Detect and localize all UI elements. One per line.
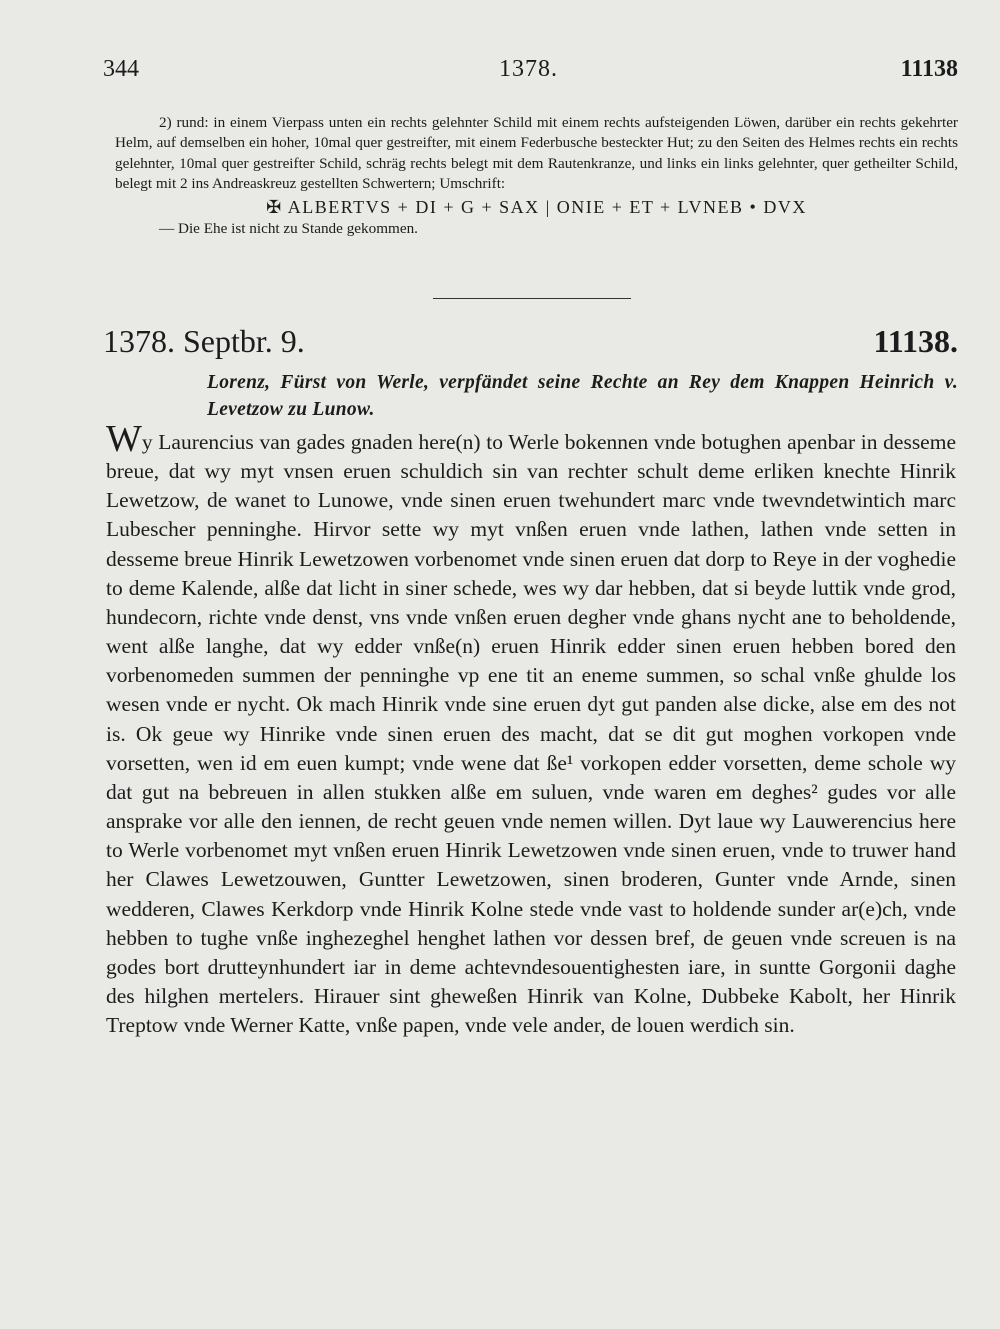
header-year: 1378.	[499, 56, 558, 82]
document-regest	[207, 369, 958, 423]
document-body	[106, 418, 956, 1040]
section-divider	[433, 298, 631, 299]
body-paragraph	[106, 418, 956, 1040]
page-number: 344	[103, 56, 139, 82]
header-document-number: 11138	[900, 56, 958, 82]
document-heading	[103, 323, 958, 363]
seal-legend: ✠ ALBERTVS + DI + G + SAX | ONIE + ET + LVNEB • DVX	[266, 196, 807, 217]
initial-letter: W	[106, 418, 142, 460]
document-number: 11138.	[873, 323, 958, 359]
previous-document-seal-note	[115, 113, 958, 239]
seal-description: 2) rund: in einem Vierpass unten ein rechts gelehnter Schild mit einem rechts aufsteigenden Löwen, darüber ein rechts gekehrter Helm, auf demselben ein hoher, 10mal quer gestreifter, mit einem Federbusche besteckter Hut; zu den Seiten des Helmes rechts ein rechts gelehnter, 10mal quer gestreifter Schild, schräg rechts belegt mit dem Rautenkranze, und links ein links gelehnter, quer getheilter Schild, belegt mit 2 ins Andreaskreuz gestellten Schwertern; Umschrift:	[115, 114, 958, 193]
document-date: 1378. Septbr. 9.	[103, 323, 305, 359]
marriage-remark: — Die Ehe ist nicht zu Stande gekommen.	[159, 219, 418, 237]
running-header	[103, 56, 958, 88]
regest-text: Lorenz, Fürst von Werle, verpfändet seine Rechte an Rey dem Knappen Heinrich v. Levetzow zu Lunow.	[207, 372, 958, 420]
body-text: y Laurencius van gades gnaden here(n) to Werle bokennen vnde botughen apenbar in desseme breue, dat wy myt vnsen eruen schuldich sin van rechter schult deme erliken knechte Hinrik Lewetzow, de wanet to Lunowe, vnde sinen eruen twehundert marc vnde twevndetwintich marc Lubescher penninghe. Hirvor sette wy myt vnßen eruen vnde lathen, lathen vnde setten in desseme breue Hinrik Lewetzowen vorbenomet vnde sinen eruen dat dorp to Reye in der voghedie to deme Kalende, alße dat licht in siner schede, wes wy dar hebben, dat si beyde luttik vnde grod, hundecorn, richte vnde denst, vns vnde vnßen eruen degher vnde ghans nycht ane to beholdende, went alße langhe, dat wy edder vnße(n) eruen Hinrik edder sinen eruen hebben bored den vorbenomeden summen der penninghe vp ene tit an eneme summen, so schal vnße ghulde los wesen vnde er nycht. Ok mach Hinrik vnde sine eruen dyt gut panden alse dicke, alse em des not is. Ok geue wy Hinrike vnde sinen eruen des macht, dat se dit gut moghen vorkopen vnde vorsetten, wen id em euen kumpt; vnde wene dat ße¹ vorkopen edder vorsetten, deme schole wy dat gut na bebreuen in allen stukken alße em suluen, vnde waren em deghes² gudes vor alle ansprake vor alle den iennen, de recht geuen vnde nemen willen. Dyt laue wy Lauwerencius here to Werle vorbenomet myt vnßen eruen Hinrik Lewetzowen vnde sinen eruen, vnde to truwer hand her Clawes Lewetzouwen, Guntter Lewetzowen, sinen broderen, Gunter vnde Arnde, sinen wedderen, Clawes Kerkdorp vnde Hinrik Kolne stede vnde vast to holdende sunder ar(e)ch, vnde hebben to tughe vnße inghezeghel henghet lathen vor dessen bref, de geuen vnde screuen is na godes bort drutteynhundert iar in deme achtevndesouentighesten iare, in suntte Gorgonii daghe des hilghen mertelers. Hirauer sint gheweßen Hinrik van Kolne, Dubbeke Kabolt, her Hinrik Treptow vnde Werner Katte, vnße papen, vnde vele ander, de louen werdich sin.	[106, 430, 956, 1038]
